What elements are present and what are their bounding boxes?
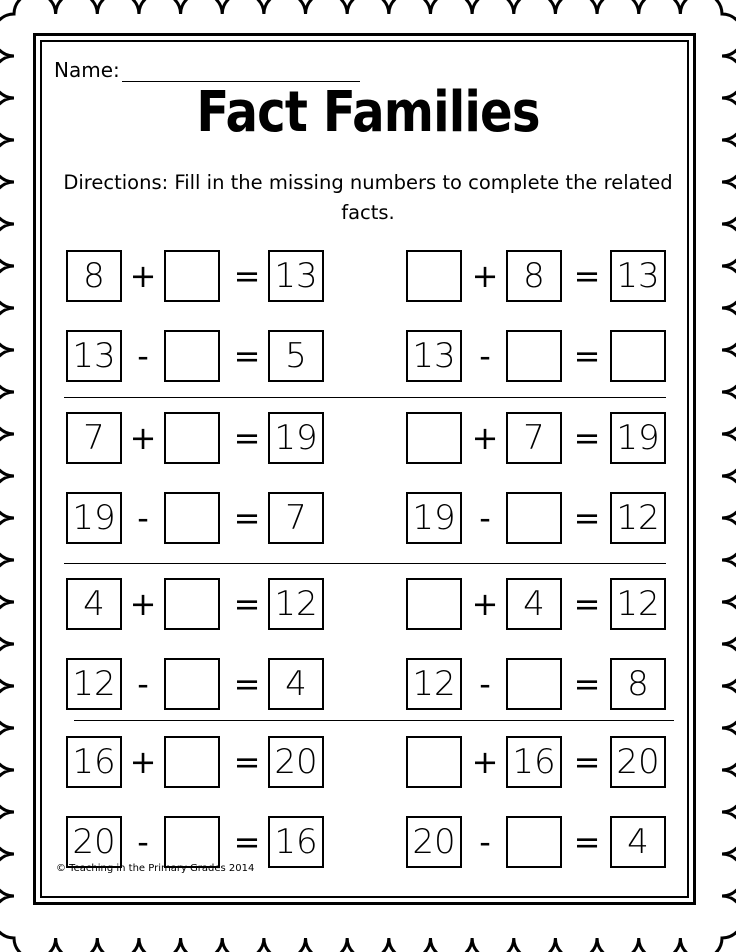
number-box[interactable] — [164, 816, 220, 868]
number-box: 20 — [268, 736, 324, 788]
equals-sign: = — [233, 743, 261, 781]
copyright-notice: © Teaching in the Primary Grades 2014 — [56, 863, 255, 874]
number-box[interactable] — [610, 330, 666, 382]
equals-sign: = — [233, 257, 261, 295]
number-box[interactable] — [164, 492, 220, 544]
number-box: 4 — [66, 578, 122, 630]
number-box: 19 — [268, 412, 324, 464]
number-box[interactable] — [164, 330, 220, 382]
name-write-line[interactable] — [122, 61, 360, 82]
equals-sign: = — [573, 665, 601, 703]
operator-sign: - — [479, 499, 491, 537]
equals-sign: = — [233, 665, 261, 703]
operator-sign: + — [129, 743, 157, 781]
number-box[interactable] — [506, 816, 562, 868]
number-box: 16 — [268, 816, 324, 868]
operator-sign: - — [137, 337, 149, 375]
equals-sign: = — [233, 419, 261, 457]
equals-sign: = — [573, 257, 601, 295]
equals-sign: = — [573, 823, 601, 861]
equals-sign: = — [573, 743, 601, 781]
operator-sign: + — [471, 419, 499, 457]
operator-sign: - — [479, 823, 491, 861]
number-box: 19 — [406, 492, 462, 544]
number-box[interactable] — [406, 250, 462, 302]
number-box: 7 — [66, 412, 122, 464]
number-box[interactable] — [164, 412, 220, 464]
equals-sign: = — [573, 585, 601, 623]
equals-sign: = — [573, 499, 601, 537]
operator-sign: - — [137, 499, 149, 537]
number-box: 12 — [406, 658, 462, 710]
number-box: 4 — [506, 578, 562, 630]
number-box: 12 — [66, 658, 122, 710]
number-box: 20 — [610, 736, 666, 788]
equals-sign: = — [573, 419, 601, 457]
number-box: 13 — [66, 330, 122, 382]
number-box: 12 — [268, 578, 324, 630]
number-box: 19 — [610, 412, 666, 464]
equals-sign: = — [233, 585, 261, 623]
number-box: 13 — [610, 250, 666, 302]
number-box: 7 — [506, 412, 562, 464]
number-box: 13 — [406, 330, 462, 382]
number-box: 20 — [66, 816, 122, 868]
equals-sign: = — [233, 337, 261, 375]
number-box: 7 — [268, 492, 324, 544]
operator-sign: + — [471, 257, 499, 295]
number-box: 19 — [66, 492, 122, 544]
number-box: 16 — [66, 736, 122, 788]
section-divider — [64, 397, 666, 398]
directions-text: Directions: Fill in the missing numbers to complete the related facts. — [63, 171, 673, 224]
number-box[interactable] — [506, 492, 562, 544]
operator-sign: - — [479, 337, 491, 375]
number-box: 20 — [406, 816, 462, 868]
number-box: 8 — [506, 250, 562, 302]
operator-sign: + — [129, 257, 157, 295]
equals-sign: = — [233, 499, 261, 537]
number-box: 12 — [610, 578, 666, 630]
operator-sign: - — [137, 823, 149, 861]
equals-sign: = — [233, 823, 261, 861]
operator-sign: + — [471, 743, 499, 781]
number-box: 16 — [506, 736, 562, 788]
name-field — [54, 58, 360, 82]
section-divider — [64, 563, 666, 564]
number-box: 8 — [610, 658, 666, 710]
name-label: Name: — [54, 58, 120, 82]
number-box[interactable] — [164, 578, 220, 630]
number-box[interactable] — [164, 658, 220, 710]
operator-sign: + — [129, 419, 157, 457]
number-box[interactable] — [506, 330, 562, 382]
number-box[interactable] — [406, 578, 462, 630]
number-box: 12 — [610, 492, 666, 544]
operator-sign: + — [129, 585, 157, 623]
operator-sign: - — [479, 665, 491, 703]
operator-sign: - — [137, 665, 149, 703]
operator-sign: + — [471, 585, 499, 623]
worksheet-title: Fact Families — [196, 80, 540, 145]
equals-sign: = — [573, 337, 601, 375]
number-box[interactable] — [406, 736, 462, 788]
number-box: 5 — [268, 330, 324, 382]
section-divider — [74, 720, 674, 721]
number-box[interactable] — [506, 658, 562, 710]
number-box: 8 — [66, 250, 122, 302]
number-box[interactable] — [164, 736, 220, 788]
number-box: 13 — [268, 250, 324, 302]
number-box[interactable] — [406, 412, 462, 464]
number-box: 4 — [268, 658, 324, 710]
number-box[interactable] — [164, 250, 220, 302]
number-box: 4 — [610, 816, 666, 868]
